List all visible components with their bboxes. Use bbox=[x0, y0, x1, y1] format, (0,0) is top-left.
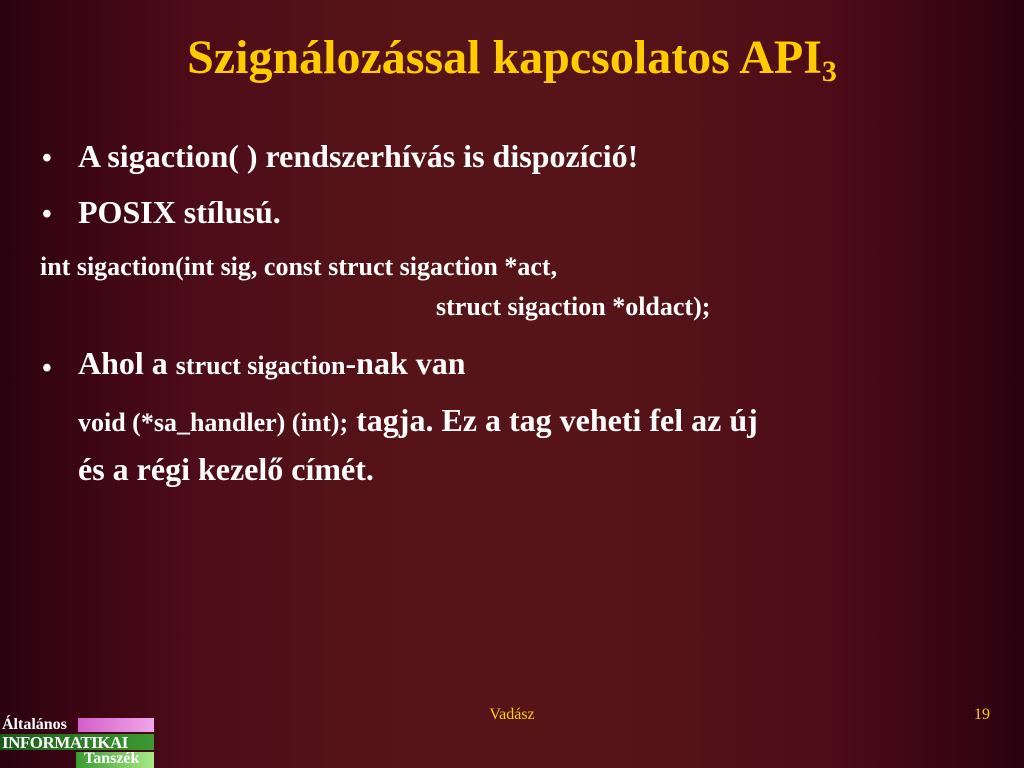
slide-title bbox=[0, 22, 1024, 108]
bullet-dot-3: • bbox=[42, 353, 52, 384]
bullet-text-1: A sigaction( ) rendszerhívás is dispozíció! bbox=[78, 138, 639, 174]
department-logo bbox=[0, 716, 154, 768]
logo-bar-top bbox=[78, 718, 154, 732]
slide-title-main: Szignálozással kapcsolatos API bbox=[187, 31, 822, 84]
footer-author: Vadász bbox=[489, 706, 535, 723]
logo-line-3: Tanszék bbox=[84, 750, 140, 767]
code-line-2: struct sigaction *oldact); bbox=[436, 292, 711, 321]
bullet-3-part-3: -nak van bbox=[345, 345, 466, 381]
bullet-text-2: POSIX stílusú. bbox=[78, 194, 281, 230]
footer-page-number: 19 bbox=[974, 706, 990, 723]
paragraph-text-1: tagja. Ez a tag veheti fel az új bbox=[348, 402, 758, 438]
slide-title-subscript: 3 bbox=[821, 55, 837, 88]
bullet-dot-2: • bbox=[42, 199, 52, 230]
logo-line-2: INFORMATIKAI bbox=[2, 733, 128, 752]
paragraph-code: void (*sa_handler) (int); bbox=[78, 408, 349, 437]
paragraph-line-1 bbox=[78, 402, 758, 439]
logo-line-1: Általános bbox=[2, 716, 67, 733]
bullet-dot-1: • bbox=[42, 143, 52, 174]
paragraph-line-2: és a régi kezelő címét. bbox=[78, 451, 374, 487]
bullet-3-part-1: Ahol a bbox=[78, 345, 176, 381]
bullet-3-code: struct sigaction bbox=[175, 351, 346, 380]
code-line-1: int sigaction(int sig, const struct sigaction *act, bbox=[40, 252, 558, 281]
bullet-text-3 bbox=[78, 345, 466, 382]
